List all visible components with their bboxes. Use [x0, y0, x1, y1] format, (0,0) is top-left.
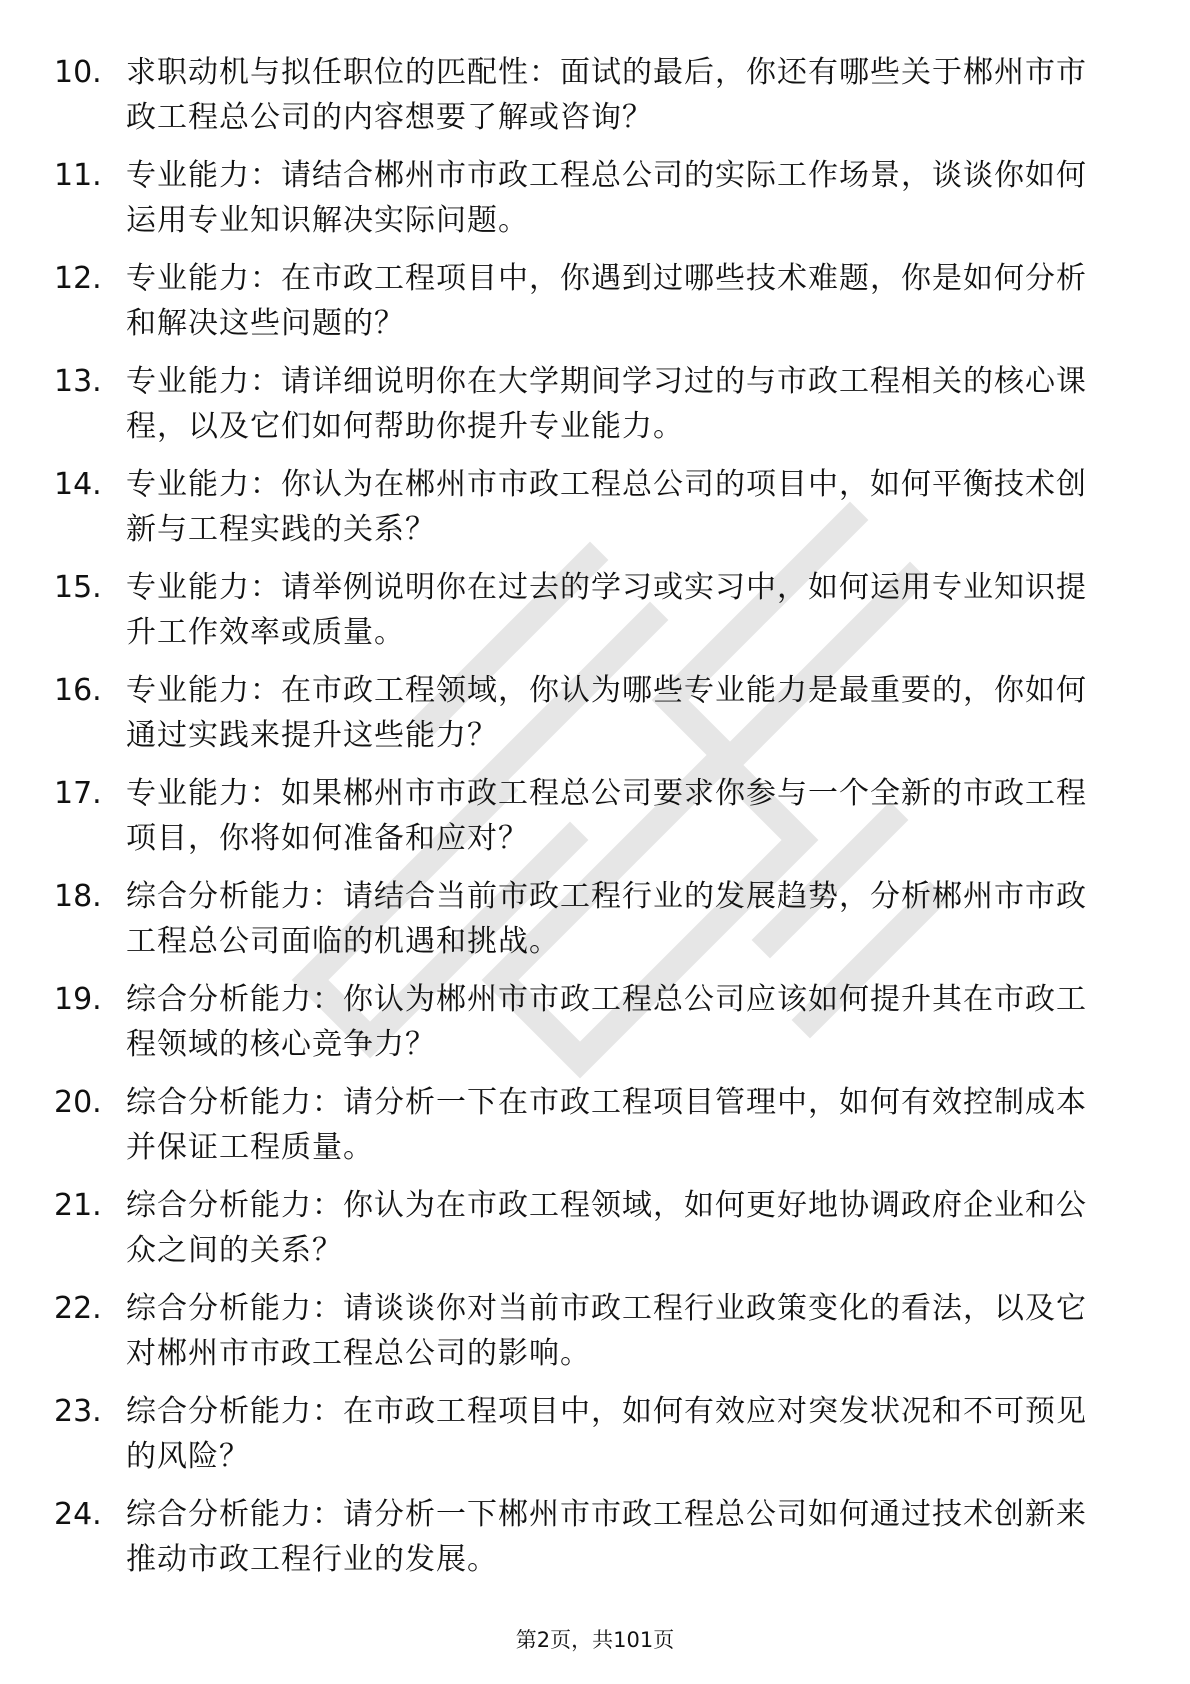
question-item	[54, 50, 1114, 153]
question-text: 综合分析能力：在市政工程项目中，如何有效应对突发状况和不可预见的风险？	[126, 1394, 1087, 1474]
question-text: 专业能力：在市政工程项目中，你遇到过哪些技术难题，你是如何分析和解决这些问题的？	[126, 261, 1087, 341]
question-number: 17.	[54, 776, 102, 811]
question-item	[54, 1492, 1114, 1595]
question-text: 专业能力：你认为在郴州市市政工程总公司的项目中，如何平衡技术创新与工程实践的关系？	[126, 467, 1087, 547]
question-number: 21.	[54, 1188, 102, 1223]
question-item	[54, 462, 1114, 565]
question-number: 19.	[54, 982, 102, 1017]
question-item	[54, 668, 1114, 771]
question-text: 求职动机与拟任职位的匹配性：面试的最后，你还有哪些关于郴州市市政工程总公司的内容想要了解或咨询？	[126, 55, 1087, 135]
question-text: 专业能力：请举例说明你在过去的学习或实习中，如何运用专业知识提升工作效率或质量。	[126, 570, 1087, 650]
question-text: 专业能力：如果郴州市市政工程总公司要求你参与一个全新的市政工程项目，你将如何准备和应对？	[126, 776, 1087, 856]
question-list	[54, 50, 1114, 1595]
question-number: 22.	[54, 1291, 102, 1326]
question-item	[54, 1389, 1114, 1492]
question-number: 14.	[54, 467, 102, 502]
page-number-footer: 第2页，共101页	[515, 1628, 675, 1652]
question-text: 综合分析能力：你认为在市政工程领域，如何更好地协调政府企业和公众之间的关系？	[126, 1188, 1087, 1268]
question-item	[54, 874, 1114, 977]
question-item	[54, 256, 1114, 359]
question-text: 综合分析能力：请谈谈你对当前市政工程行业政策变化的看法，以及它对郴州市市政工程总公司的影响。	[126, 1291, 1087, 1371]
question-item	[54, 1286, 1114, 1389]
question-text: 综合分析能力：请结合当前市政工程行业的发展趋势，分析郴州市市政工程总公司面临的机遇和挑战。	[126, 879, 1087, 959]
question-item	[54, 359, 1114, 462]
question-text: 综合分析能力：请分析一下郴州市市政工程总公司如何通过技术创新来推动市政工程行业的发展。	[126, 1497, 1087, 1577]
question-number: 15.	[54, 570, 102, 605]
question-item	[54, 565, 1114, 668]
question-text: 专业能力：在市政工程领域，你认为哪些专业能力是最重要的，你如何通过实践来提升这些能力？	[126, 673, 1087, 753]
question-number: 23.	[54, 1394, 102, 1429]
question-number: 10.	[54, 55, 102, 90]
question-text: 专业能力：请详细说明你在大学期间学习过的与市政工程相关的核心课程，以及它们如何帮助你提升专业能力。	[126, 364, 1087, 444]
question-text: 综合分析能力：你认为郴州市市政工程总公司应该如何提升其在市政工程领域的核心竞争力？	[126, 982, 1087, 1062]
question-number: 24.	[54, 1497, 102, 1532]
question-item	[54, 1080, 1114, 1183]
question-number: 18.	[54, 879, 102, 914]
question-text: 专业能力：请结合郴州市市政工程总公司的实际工作场景，谈谈你如何运用专业知识解决实际问题。	[126, 158, 1087, 238]
question-number: 13.	[54, 364, 102, 399]
question-item	[54, 771, 1114, 874]
question-item	[54, 977, 1114, 1080]
question-item	[54, 153, 1114, 256]
question-number: 20.	[54, 1085, 102, 1120]
question-number: 16.	[54, 673, 102, 708]
question-text: 综合分析能力：请分析一下在市政工程项目管理中，如何有效控制成本并保证工程质量。	[126, 1085, 1087, 1165]
question-number: 12.	[54, 261, 102, 296]
question-item	[54, 1183, 1114, 1286]
question-number: 11.	[54, 158, 102, 193]
